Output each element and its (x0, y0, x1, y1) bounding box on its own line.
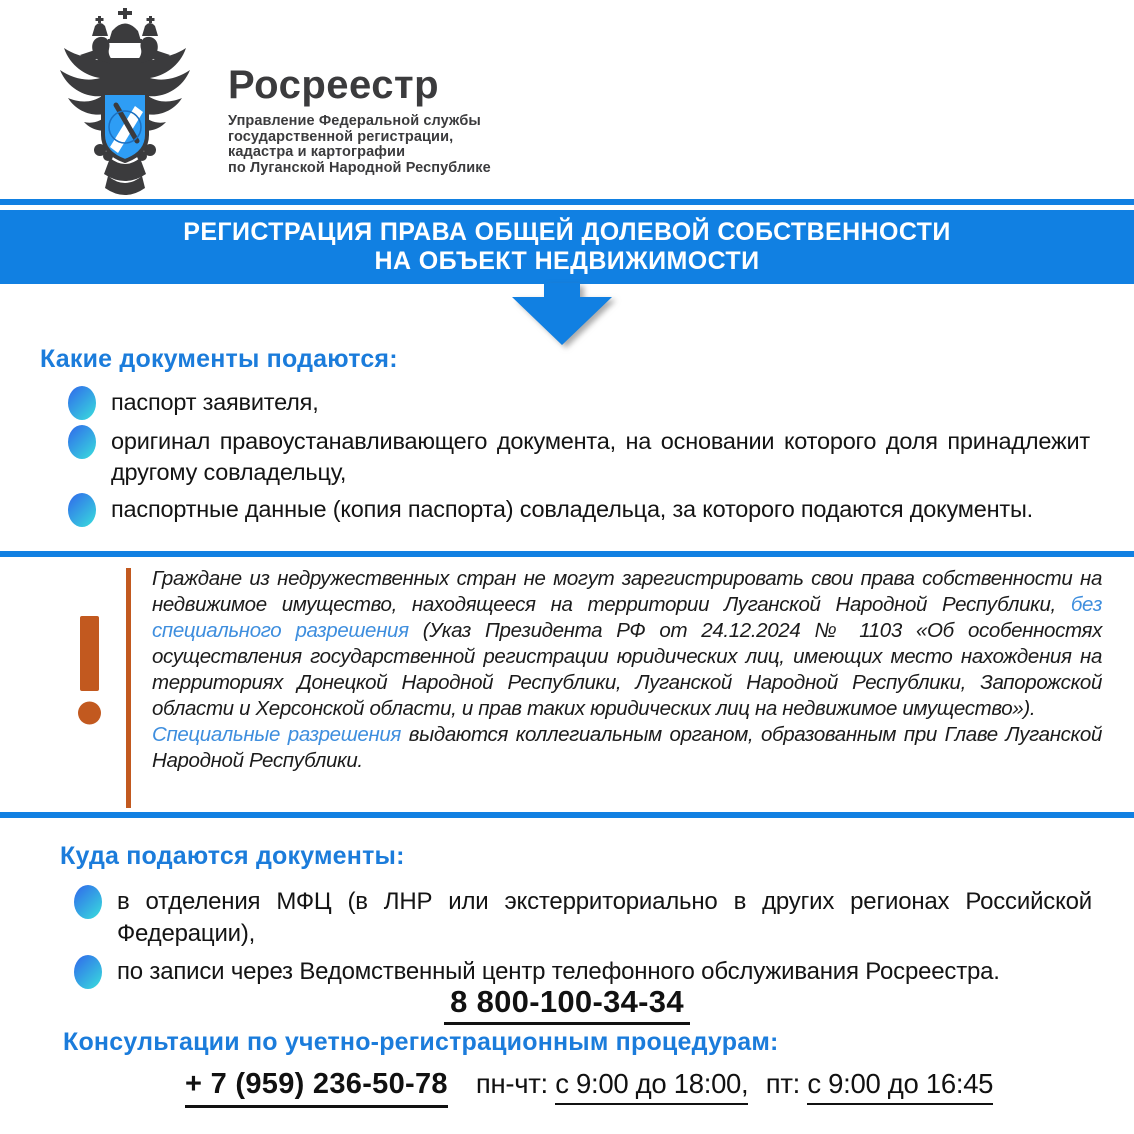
list-item-text: оригинал правоустанавливающего документа, на основании которого доля принадлежит другому совладельцу, (111, 428, 1090, 485)
list-item-text: по записи через Ведомственный центр телефонного обслуживания Росреестра. (117, 958, 1000, 985)
org-subtitle-line: кадастра и картографии (228, 144, 406, 160)
list-item (68, 387, 1090, 420)
hours-friday-time: с 9:00 до 16:45 (807, 1068, 993, 1105)
header (40, 8, 491, 198)
org-name: Росреестр (228, 63, 440, 107)
where-section-heading: Куда подаются документы: (60, 842, 405, 870)
warning-text-part: (Указ Президента РФ от 24.12.2024 № 1103 «Об особенностях осуществления государственной регистрации юридических лиц, имеющих место нахождения на территориях Донецкой Народной Республики, Луганской Народной Республики, Запорожской области и Херсонской области, и прав таких юридических лиц на недвижимое имущество»). (152, 619, 1102, 720)
warning-divider (126, 568, 131, 808)
list-item-text: в отделения МФЦ (в ЛНР или экстерриториально в других регионах Российской Федерации), (117, 888, 1092, 947)
hours-weekday-label: пн-чт: (475, 1068, 548, 1099)
consult-phone-number[interactable]: + 7 (959) 236-50-78 (185, 1068, 448, 1108)
org-subtitle-line: государственной регистрации, (228, 128, 454, 145)
hotline-phone-number[interactable]: 8 800-100-34-34 (444, 984, 690, 1025)
section-divider (0, 551, 1134, 557)
special-permits-link[interactable]: Специальные разрешения (152, 723, 402, 746)
org-identity (228, 64, 491, 198)
consult-section-heading: Консультации по учетно-регистрационным процедурам: (63, 1028, 779, 1056)
list-item (68, 494, 1090, 527)
warning-text-part: выдаются коллегиальным органом, образованным при Главе Луганской Народной Республики. (152, 723, 1102, 772)
consult-row (185, 1068, 993, 1108)
hours-weekday-time: с 9:00 до 18:00, (555, 1068, 748, 1105)
bullet-icon (68, 493, 96, 527)
exclamation-icon (70, 612, 110, 728)
list-item-text: паспортные данные (копия паспорта) совладельца, за которого подаются документы. (111, 496, 1033, 522)
warning-text (152, 566, 1102, 774)
top-divider (0, 199, 1134, 205)
bullet-icon (68, 425, 96, 459)
arrow-down-icon (512, 283, 612, 347)
org-subtitle (228, 114, 491, 176)
docs-section-heading: Какие документы подаются: (40, 345, 398, 373)
hotline-row (0, 984, 1134, 1020)
working-hours (476, 1068, 993, 1100)
bullet-icon (74, 885, 102, 919)
list-item (74, 886, 1092, 950)
docs-list (68, 387, 1090, 533)
banner-title-line2: НА ОБЪЕКТ НЕДВИЖИМОСТИ (374, 247, 760, 275)
title-banner (0, 210, 1134, 284)
rosreestr-eagle-emblem-icon (40, 8, 210, 198)
list-item (68, 426, 1090, 488)
special-permit-link[interactable]: без специального разрешения (152, 593, 1102, 642)
hours-friday-label: пт: (765, 1068, 800, 1099)
section-divider (0, 812, 1134, 818)
where-list (74, 886, 1092, 995)
bullet-icon (68, 386, 96, 420)
banner-title-line1: РЕГИСТРАЦИЯ ПРАВА ОБЩЕЙ ДОЛЕВОЙ СОБСТВЕННОСТИ (183, 218, 951, 246)
warning-text-part: Граждане из недружественных стран не могут зарегистрировать свои права собственности на недвижимое имущество, находящееся на территории Луганской Народной Республики, (152, 567, 1102, 616)
list-item-text: паспорт заявителя, (111, 389, 319, 415)
org-subtitle-line: по Луганской Народной Республике (228, 159, 491, 176)
org-subtitle-line: Управление Федеральной службы (228, 113, 481, 129)
